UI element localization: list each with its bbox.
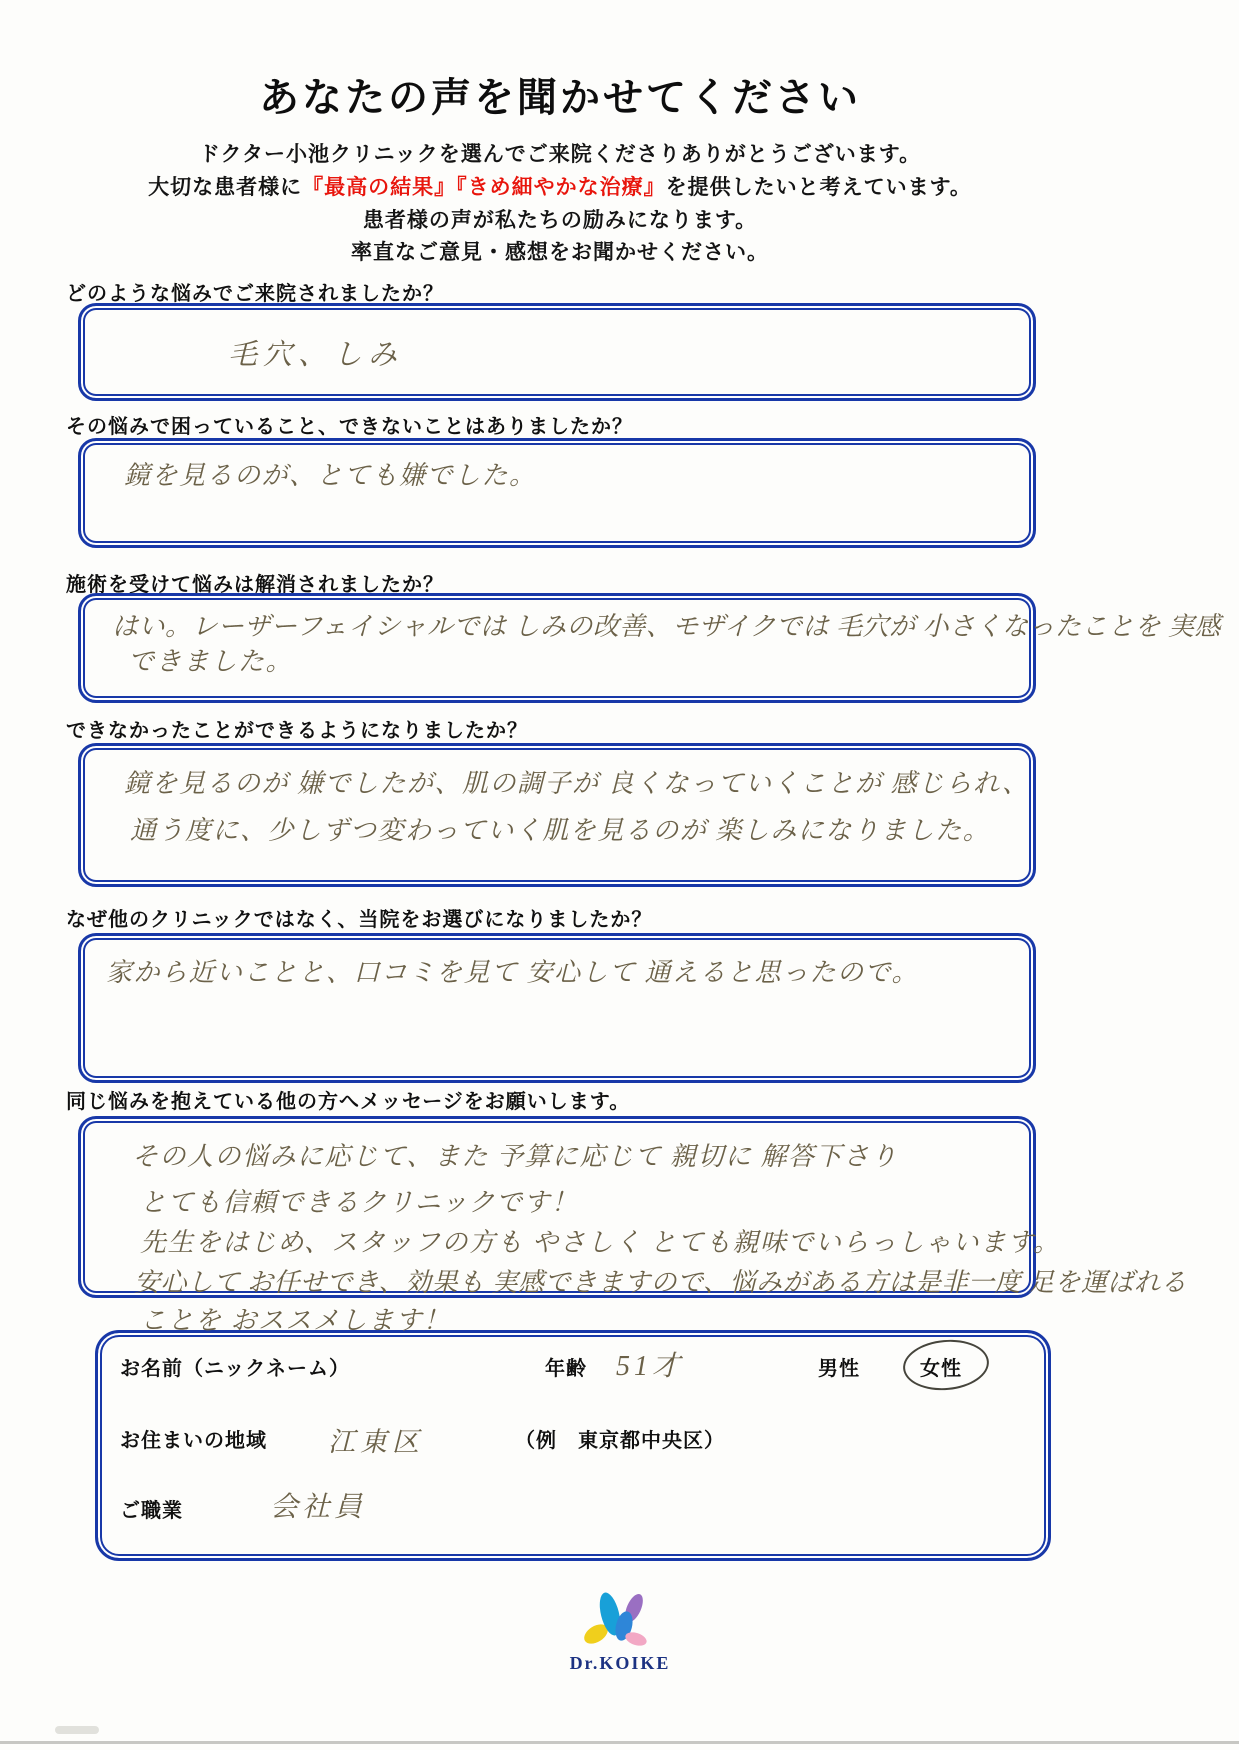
logo-text: Dr.KOIKE — [569, 1653, 671, 1673]
intro-line-2-highlight-1: 『最高の結果』 — [302, 176, 457, 199]
age-value: 51才 — [616, 1351, 685, 1382]
age-label: 年齢 — [545, 1358, 587, 1380]
name-label: お名前（ニックネーム） — [120, 1358, 350, 1380]
handwritten-answer-4-line-2: 通う度に、少しずつ変わっていく肌を見るのが 楽しみになりました。 — [130, 816, 991, 845]
job-label: ご職業 — [120, 1500, 183, 1522]
job-value: 会社員 — [270, 1492, 367, 1523]
handwritten-answer-3-line-2: できました。 — [128, 647, 294, 676]
handwritten-answer-6-line-1: その人の悩みに応じて、また 予算に応じて 親切に 解答下さり — [132, 1142, 898, 1171]
question-label-4: できなかったことができるようになりましたか？ — [66, 720, 528, 742]
area-label: お住まいの地域 — [120, 1430, 267, 1452]
scan-smudge — [55, 1726, 99, 1734]
area-example-label: （例 東京都中央区） — [515, 1430, 725, 1452]
handwritten-answer-1: 毛穴、しみ — [228, 339, 404, 371]
handwritten-answer-6-line-2: とても信頼できるクリニックです！ — [140, 1188, 579, 1217]
handwritten-answer-4-line-1: 鏡を見るのが 嫌でしたが、肌の調子が 良くなっていくことが 感じられ、 — [124, 769, 1030, 798]
handwritten-answer-6-line-5: ことを おススメします！ — [140, 1306, 451, 1335]
question-label-3: 施術を受けて悩みは解消されましたか？ — [66, 574, 444, 596]
feathers-icon — [572, 1592, 668, 1648]
handwritten-answer-6-line-3: 先生をはじめ、スタッフの方も やさしく とても親味でいらっしゃいます。 — [140, 1228, 1061, 1257]
handwritten-answer-3-line-1: はい。レーザーフェイシャルでは しみの改善、モザイクでは 毛穴が 小さくなったことを 実感 — [112, 612, 1222, 641]
male-label: 男性 — [818, 1358, 860, 1380]
question-label-6: 同じ悩みを抱えている他の方へメッセージをお願いします。 — [66, 1091, 631, 1113]
intro-line-1: ドクター小池クリニックを選んでご来院くださりありがとうございます。 — [198, 143, 922, 166]
question-label-1: どのような悩みでご来院されましたか？ — [66, 283, 444, 305]
intro-line-2-highlight-2: 『きめ細やかな治療』 — [456, 176, 666, 199]
area-value: 江東区 — [328, 1427, 424, 1457]
handwritten-answer-5: 家から近いことと、口コミを見て 安心して 通えると思ったので。 — [106, 958, 919, 987]
intro-line-2-prefix: 大切な患者様に — [148, 176, 303, 199]
intro-line-4: 率直なご意見・感想をお聞かせください。 — [351, 241, 769, 264]
intro-line-2-suffix: を提供したいと考えています。 — [665, 176, 972, 199]
intro-line-2 — [0, 171, 1120, 201]
intro-line-3: 患者様の声が私たちの励みになります。 — [362, 209, 758, 232]
page-title: あなたの声を聞かせてください — [259, 76, 861, 120]
answer-box-1 — [78, 303, 1036, 401]
clinic-logo — [555, 1592, 685, 1674]
handwritten-answer-6-line-4: 安心して お任せでき、効果も 実感できますので、悩みがある方は是非一度 足を運ばれる — [134, 1268, 1187, 1297]
scan-edge-line — [0, 1741, 1239, 1744]
handwritten-answer-2: 鏡を見るのが、とても嫌でした。 — [124, 461, 537, 490]
female-label: 女性 — [920, 1358, 962, 1380]
question-label-2: その悩みで困っていること、できないことはありましたか？ — [66, 416, 633, 438]
question-label-5: なぜ他のクリニックではなく、当院をお選びになりましたか？ — [66, 909, 653, 931]
